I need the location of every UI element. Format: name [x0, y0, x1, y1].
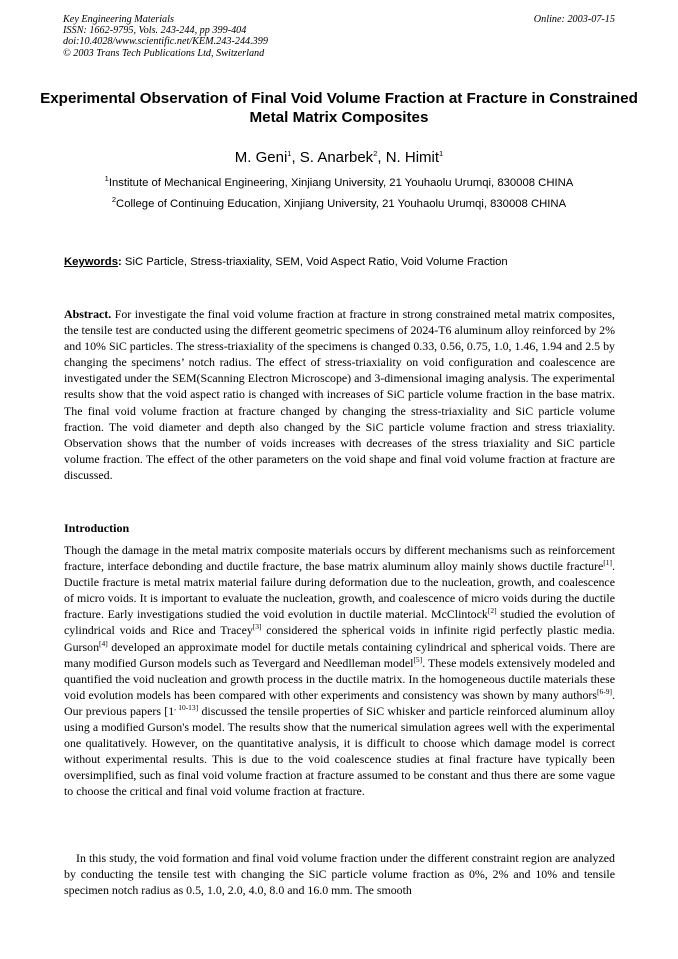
body-text: studied the evolution of cylindrical voids and Rice and Tracey — [64, 607, 615, 638]
doi-line: doi:10.4028/www.scientific.net/KEM.243-244.399 — [63, 36, 268, 48]
citation: [1] — [603, 558, 613, 568]
abstract-label: Abstract. — [64, 307, 112, 321]
journal-name: Key Engineering Materials — [63, 14, 174, 25]
body-text: . Our previous papers [1 — [64, 687, 615, 718]
journal-header — [63, 14, 268, 59]
body-text: . Ductile fracture is metal matrix material failure during deformation due to the nucleation, growth, and coalescence of micro voids. It is important to evaluate the nucleation, growth, and coalescence of micro voids during the ductile fracture. Early investigations studied the void evolution in ductile material. McClintock — [64, 559, 615, 622]
introduction-paragraph-1 — [64, 542, 615, 800]
keywords-label: Keywords — [64, 256, 118, 268]
affiliation-1 — [20, 174, 658, 189]
citation: [6-9] — [597, 686, 613, 696]
citation: [5] — [413, 654, 423, 664]
affiliation-text: College of Continuing Education, Xinjiang University, 21 Youhaolu Urumqi, 830008 CHINA — [116, 198, 567, 210]
affiliation-text: Institute of Mechanical Engineering, Xinjiang University, 21 Youhaolu Urumqi, 830008 CHINA — [108, 177, 574, 189]
citation: [2] — [487, 606, 497, 616]
author-name: , N. Himit — [377, 149, 440, 166]
abstract-text: For investigate the final void volume fraction at fracture in strong constrained metal matrix composites, the tensile test are conducted using the different geometric specimens of 2024-T6 aluminum alloy reinforced by 2% and 10% SiC particles. The stress-triaxiality of the specimens is changed 0.33, 0.56, 0.75, 1.0, 1.46, 1.94 and 2.5 by changing the specimens’ notch radius. The effect of stress-triaxiality on void configuration and coalescence are investigated under the SEM(Scanning Electron Microscope) and 3-dimensional imaging analysis. The experimental results show that the void aspect ratio is changed with increases of SiC particle volume fraction in the base matrix. The final void volume fraction at fracture changed by changing the stress-triaxiality and SiC particle volume fraction. The void diameter and depth also changed by the SiC particle volume fraction and stress triaxiality. Observation shows that the number of voids increases with decreases of the stress triaxiality and SiC particle volume fraction. The effect of the other parameters on the void shape and final void volume fraction at fracture are discussed. — [64, 307, 615, 482]
issn-line: ISSN: 1662-9795, Vols. 243-244, pp 399-404 — [63, 25, 247, 37]
keywords-text: SiC Particle, Stress-triaxiality, SEM, Void Aspect Ratio, Void Volume Fraction — [121, 256, 508, 268]
author-affil-mark: 1 — [439, 149, 444, 158]
abstract — [64, 306, 615, 483]
body-text: . These models extensively modeled and quantified the void nucleation and growth process in the ductile matrix. In the homogeneous ductile materials these void evolution models has been compared with other experiments and consistency was shown by many authors — [64, 655, 616, 702]
author-name: M. Geni — [234, 149, 288, 166]
body-text: Though the damage in the metal matrix composite materials occurs by different mechanisms such as reinforcement fracture, interface debonding and ductile fracture, the base matrix aluminum alloy mainly shows ductile fracture — [64, 543, 615, 574]
body-text: considered the spherical voids in infinite rigid perfectly plastic media. Gurson — [64, 623, 615, 654]
keywords-colon: : — [118, 256, 122, 268]
author-affil-mark: 1 — [287, 149, 292, 158]
author-list — [40, 149, 638, 166]
author-name: , S. Anarbek — [291, 149, 374, 166]
introduction-paragraph-2: In this study, the void formation and final void volume fraction under the different constraint region are analyzed by conducting the tensile test with changing the SiC particle volume fraction as 0%, 2% and 10% and tensile specimen notch radius as 0.5, 1.0, 2.0, 4.0, 8.0 and 16.0 mm. The smooth — [64, 851, 615, 898]
body-text: discussed the tensile properties of SiC whisker and particle reinforced aluminum alloy using a modified Gurson's model. The results show that the numerical simulation agrees well with the experimental one qualitatively. However, on the quantitative analysis, it is difficult to choose which damage model is correct without experimental results. This is due to the void coalescence studies at final fracture have typically been oversimplified, such as final void volume fraction at fracture assumed to be constant and thus there are some vague to choose the critical and final void volume fraction at fracture. — [64, 703, 615, 799]
keywords — [64, 256, 624, 268]
affiliation-mark: 2 — [111, 195, 117, 205]
body-text: developed an approximate model for ductile metals containing cylindrical and spherical voids. There are many modified Gurson models such as Tevergard and Needlleman model — [64, 639, 615, 670]
copyright-line: © 2003 Trans Tech Publications Ltd, Switzerland — [63, 47, 265, 59]
citation: , 10-13] — [174, 702, 199, 712]
paper-title: Experimental Observation of Final Void Volume Fraction at Fracture in Constrained Metal Matrix Composites — [40, 90, 638, 126]
citation: [3] — [252, 622, 262, 632]
affiliation-mark: 1 — [104, 174, 109, 184]
introduction-heading: Introduction — [64, 521, 130, 535]
affiliation-2 — [20, 195, 658, 210]
author-affil-mark: 2 — [373, 149, 378, 158]
online-date: Online: 2003-07-15 — [533, 14, 615, 25]
citation: [4] — [99, 638, 108, 648]
